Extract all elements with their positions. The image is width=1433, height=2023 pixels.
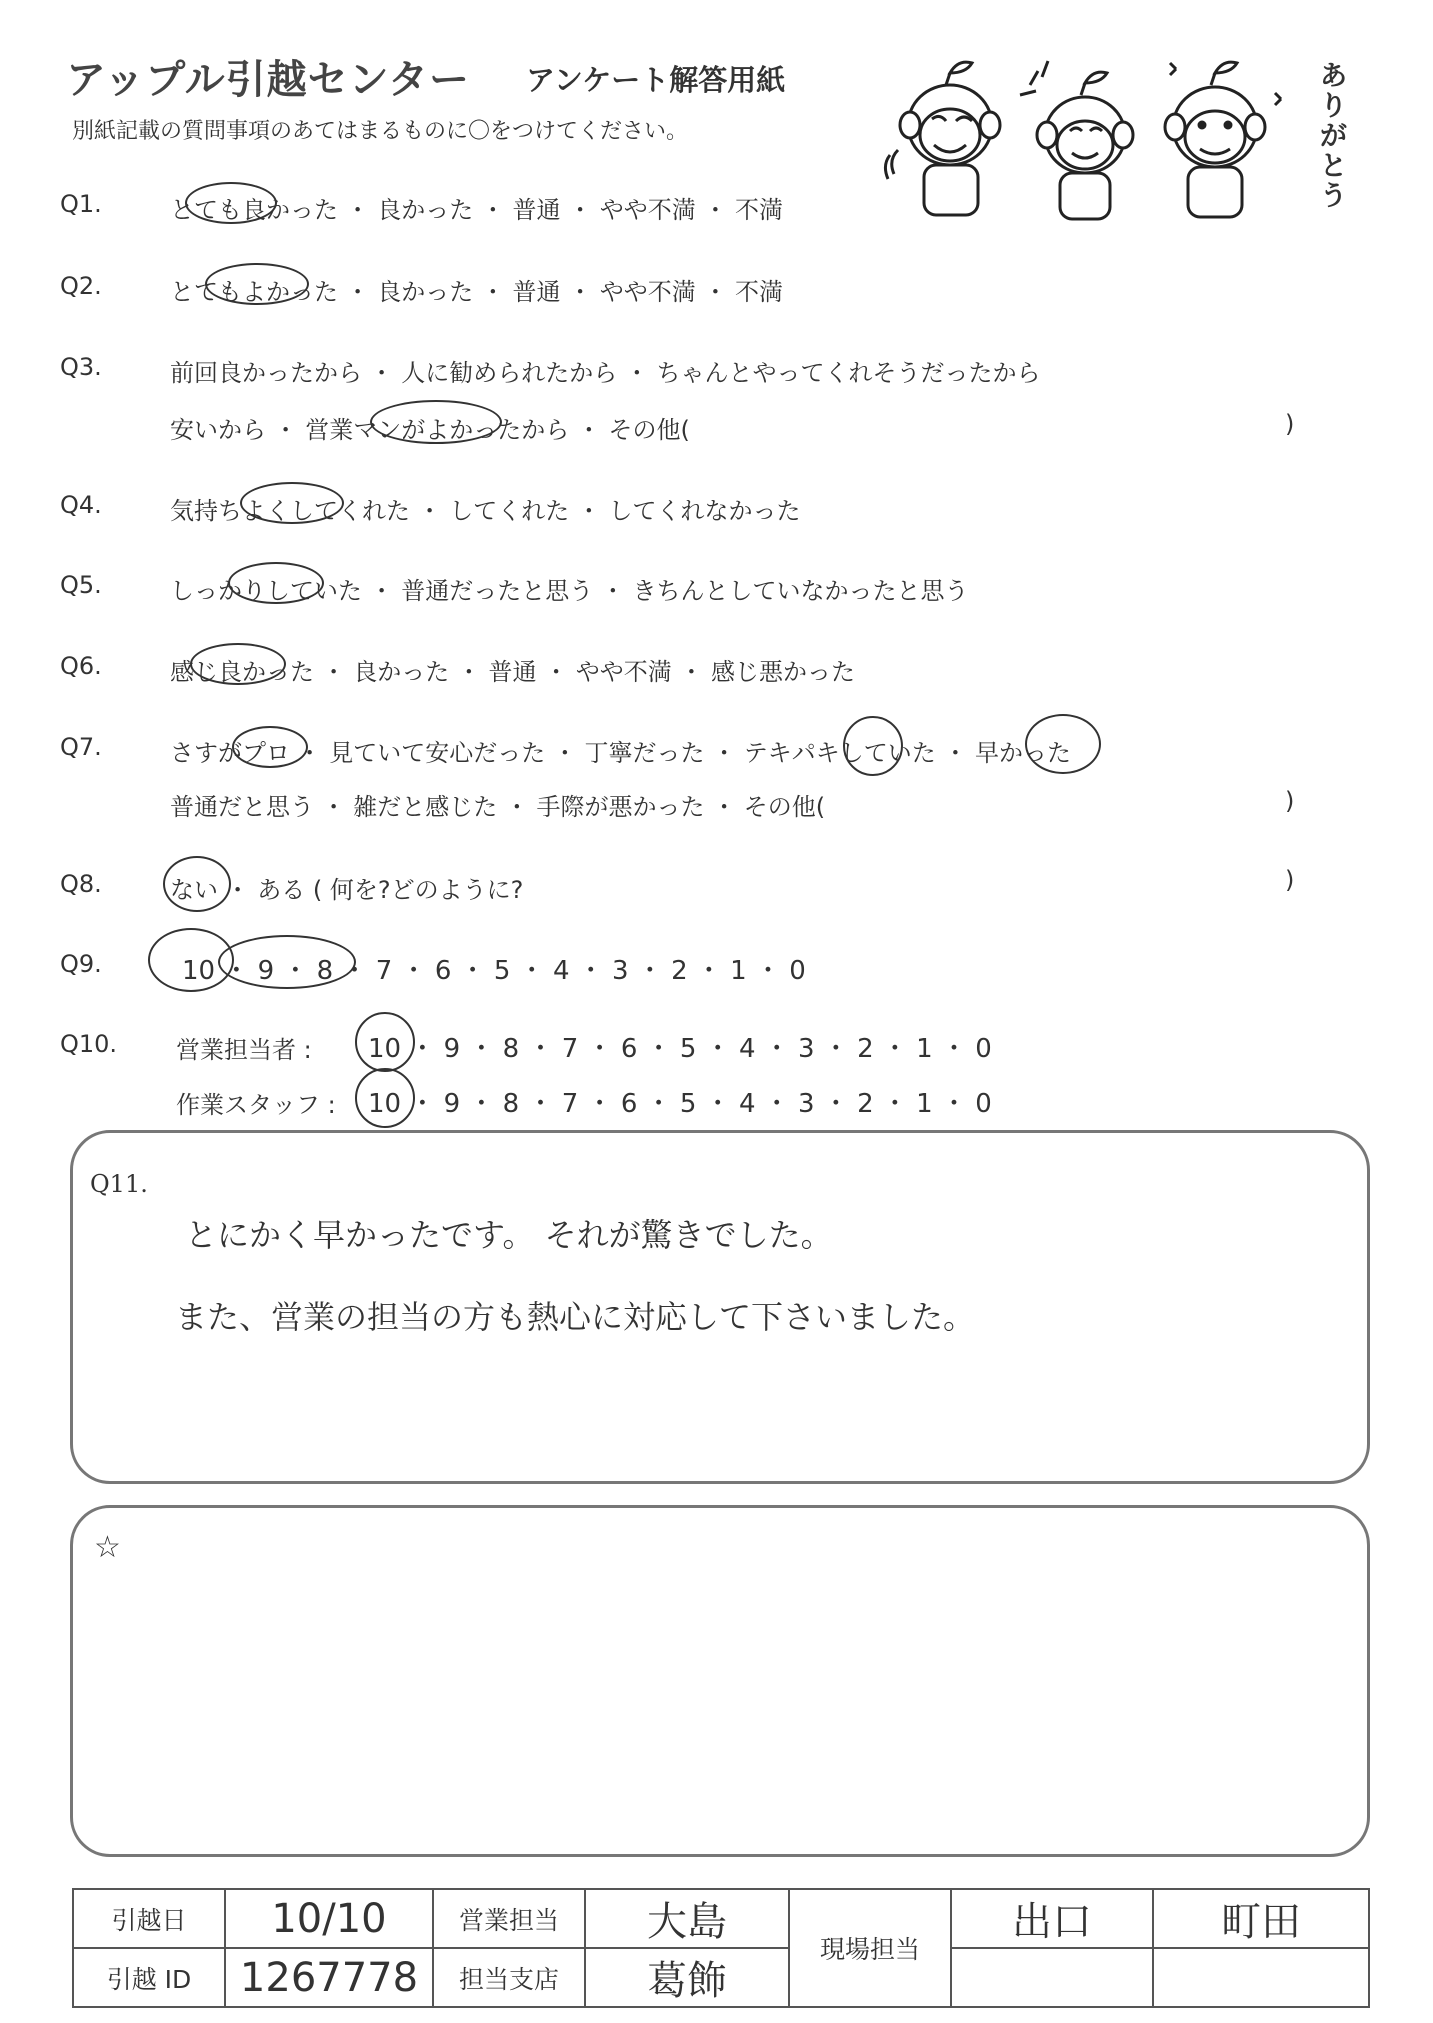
- q1-label: Q1.: [60, 190, 102, 218]
- q2-answer-circle: [205, 263, 309, 305]
- q3-answer-circle: [370, 400, 502, 444]
- q2-options[interactable]: とてもよかった ・ 良かった ・ 普通 ・ やや不満 ・ 不満: [170, 278, 784, 306]
- q2-label: Q2.: [60, 272, 102, 300]
- q10-sales-label: 営業担当者 :: [176, 1036, 312, 1064]
- q7-options-line1[interactable]: さすがプロ ・ 見ていて安心だった ・ 丁寧だった ・ テキパキしていた ・ 早かった: [170, 739, 1072, 767]
- q10-sales-answer-circle: [355, 1012, 415, 1072]
- q5-answer-circle: [228, 562, 324, 604]
- q7-label: Q7.: [60, 733, 102, 761]
- q7-answer-circle-hayakatta: [1025, 714, 1101, 774]
- q8-answer-circle: [163, 856, 231, 912]
- q3-close-paren: ): [1285, 410, 1295, 438]
- branch-label: 担当支店: [433, 1948, 585, 2007]
- q6-label: Q6.: [60, 652, 102, 680]
- star-icon: ☆: [94, 1530, 121, 1565]
- q10-staff-answer-circle: [355, 1068, 415, 1128]
- q10-label: Q10.: [60, 1030, 118, 1058]
- q7-answer-circle-tekipaki: [843, 716, 903, 776]
- q3-options-line1[interactable]: 前回良かったから ・ 人に勧められたから ・ ちゃんとやってくれそうだったから: [170, 359, 1041, 387]
- site-rep-empty-2[interactable]: [1153, 1948, 1369, 2007]
- move-info-table: [72, 1888, 1370, 2008]
- q10-staff-label: 作業スタッフ :: [176, 1091, 336, 1119]
- q5-options[interactable]: しっかりしていた ・ 普通だったと思う ・ きちんとしていなかったと思う: [170, 577, 969, 605]
- free-comment-box[interactable]: [70, 1505, 1370, 1857]
- q10-sales-scale[interactable]: 10 ・ 9 ・ 8 ・ 7 ・ 6 ・ 5 ・ 4 ・ 3 ・ 2 ・ 1 ・ 0: [368, 1034, 992, 1064]
- thanks-vertical-text: ありがとう: [1320, 61, 1347, 212]
- q3-options-line2[interactable]: 安いから ・ 営業マンがよかったから ・ その他(: [170, 416, 690, 444]
- q8-label: Q8.: [60, 870, 102, 898]
- move-id-value[interactable]: 1267778: [225, 1948, 433, 2007]
- sales-rep-label: 営業担当: [433, 1889, 585, 1948]
- q1-answer-circle: [185, 182, 277, 224]
- branch-value[interactable]: 葛飾: [585, 1948, 789, 2007]
- form-title: アンケート解答用紙: [526, 63, 786, 97]
- monkey-icon: [885, 62, 1000, 215]
- q9-scale[interactable]: 10 ・ 9 ・ 8 ・ 7 ・ 6 ・ 5 ・ 4 ・ 3 ・ 2 ・ 1 ・ 0: [182, 956, 806, 986]
- monkey-icon: [1020, 61, 1133, 219]
- q9-label: Q9.: [60, 950, 102, 978]
- q4-answer-circle: [240, 482, 344, 524]
- q11-handwritten-line1: とにかく早かったです。 それが驚きでした。: [185, 1216, 833, 1254]
- monkey-icon: [1165, 62, 1281, 217]
- q5-label: Q5.: [60, 571, 102, 599]
- monkey-mascots-illustration: [880, 55, 1310, 230]
- q6-answer-circle: [190, 643, 286, 685]
- q7-close-paren: ): [1285, 787, 1295, 815]
- move-id-label: 引越 ID: [73, 1948, 225, 2007]
- q11-handwritten-line2: また、営業の担当の方も熱心に対応して下さいました。: [175, 1298, 976, 1336]
- q4-label: Q4.: [60, 491, 102, 519]
- sales-rep-value[interactable]: 大島: [585, 1889, 789, 1948]
- move-date-label: 引越日: [73, 1889, 225, 1948]
- brand-title: アップル引越センター: [66, 57, 470, 103]
- q10-staff-scale[interactable]: 10 ・ 9 ・ 8 ・ 7 ・ 6 ・ 5 ・ 4 ・ 3 ・ 2 ・ 1 ・ 0: [368, 1089, 992, 1119]
- move-date-value[interactable]: 10/10: [225, 1889, 433, 1948]
- site-rep-value-2[interactable]: 町田: [1153, 1889, 1369, 1948]
- q1-options[interactable]: とても良かった ・ 良かった ・ 普通 ・ やや不満 ・ 不満: [170, 196, 784, 224]
- instruction-text: 別紙記載の質問事項のあてはまるものに〇をつけてください。: [72, 119, 689, 144]
- site-rep-label: 現場担当: [789, 1889, 951, 2007]
- q6-options[interactable]: 感じ良かった ・ 良かった ・ 普通 ・ やや不満 ・ 感じ悪かった: [170, 658, 856, 686]
- q7-options-line2[interactable]: 普通だと思う ・ 雑だと感じた ・ 手際が悪かった ・ その他(: [170, 793, 826, 821]
- q8-close-paren: ): [1285, 866, 1295, 894]
- site-rep-value-1[interactable]: 出口: [951, 1889, 1153, 1948]
- q9-answer-circle-9-8: [218, 935, 356, 989]
- q11-label: Q11.: [90, 1170, 148, 1198]
- q3-label: Q3.: [60, 353, 102, 381]
- q7-answer-circle-pro: [232, 726, 308, 768]
- q4-options[interactable]: 気持ちよくしてくれた ・ してくれた ・ してくれなかった: [170, 497, 801, 525]
- q8-options[interactable]: ない ・ ある ( 何を?どのように?: [170, 876, 524, 904]
- site-rep-empty-1[interactable]: [951, 1948, 1153, 2007]
